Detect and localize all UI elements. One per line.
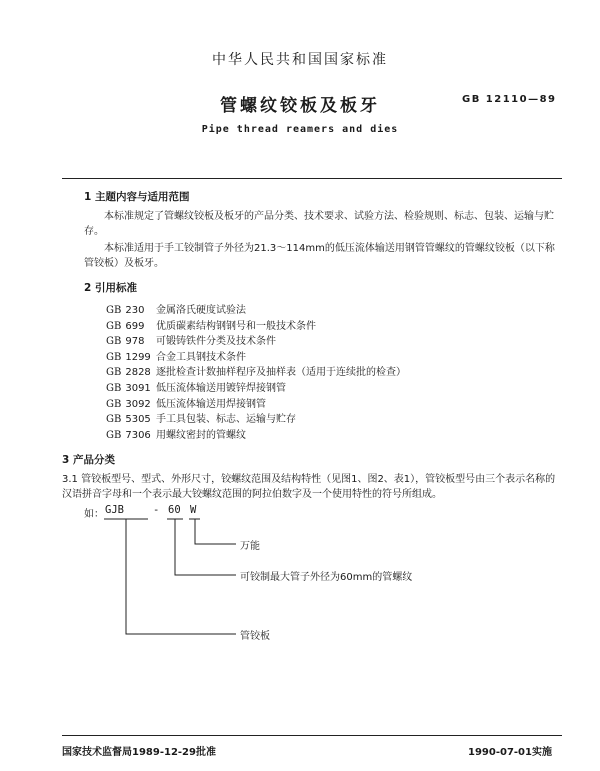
reference-prefix: GB	[106, 429, 122, 441]
code-suffix: W	[190, 504, 197, 516]
reference-number: 5305	[125, 414, 151, 426]
standard-number: GB 12110—89	[462, 94, 557, 105]
reference-number: 1299	[125, 351, 151, 363]
code-number: 60	[168, 504, 181, 516]
approval-info: 国家技术监督局1989-12-29批准	[62, 747, 216, 758]
section-2-heading: 2 引用标准	[84, 282, 137, 294]
reference-title: 可锻铸铁件分类及技术条件	[156, 336, 276, 348]
code-letters: GJB	[105, 504, 124, 516]
label-pipe-die-stock: 管铰板	[240, 631, 270, 642]
reference-prefix: GB	[106, 336, 122, 348]
reference-number: 230	[125, 305, 145, 316]
reference-number: 7306	[125, 429, 151, 441]
suffix-leader-line	[195, 519, 236, 544]
section-1-heading: 1 主题内容与适用范围	[84, 191, 190, 203]
reference-prefix: GB	[106, 320, 122, 332]
reference-title: 用螺纹密封的管螺纹	[156, 429, 246, 441]
section-3-heading: 3 产品分类	[62, 454, 115, 466]
section-3-paragraph-1: 3.1 管铰板型号、型式、外形尺寸，铰螺纹范围及结构特性（见图1、图2、表1），管铰板型号由三个表示名称的汉语拼音字母和一个表示最大铰螺纹范围的阿拉伯数字及一个使用特性的符号所组成。	[62, 474, 556, 500]
reference-prefix: GB	[106, 305, 122, 316]
reference-title: 低压流体输送用镀锌焊接钢管	[156, 382, 286, 394]
reference-number: 699	[125, 320, 145, 332]
national-standard-label: 中华人民共和国国家标准	[212, 52, 388, 68]
label-universal: 万能	[240, 541, 260, 552]
reference-title: 优质碳素结构钢钢号和一般技术条件	[156, 320, 316, 332]
reference-title: 合金工具钢技术条件	[156, 351, 246, 363]
reference-title: 手工具包装、标志、运输与贮存	[156, 414, 296, 426]
number-leader-line	[175, 519, 236, 575]
reference-title: 低压流体输送用焊接钢管	[156, 398, 266, 410]
reference-title: 金属洛氏硬度试验法	[156, 305, 246, 316]
letters-leader-line	[126, 519, 236, 634]
reference-prefix: GB	[106, 351, 122, 363]
reference-prefix: GB	[106, 414, 122, 426]
reference-number: 978	[125, 336, 145, 348]
code-dash: -	[153, 504, 160, 516]
reference-prefix: GB	[106, 367, 122, 379]
reference-number: 3092	[125, 398, 151, 410]
section-1-paragraph-2: 本标准适用于手工铰制管子外径为21.3～114mm的低压流体输送用钢管管螺纹的管螺纹铰板（以下称管铰板）及板牙。	[84, 243, 555, 269]
example-prefix: 如：	[84, 509, 104, 520]
reference-number: 2828	[125, 367, 151, 379]
reference-prefix: GB	[106, 382, 122, 394]
reference-number: 3091	[125, 382, 151, 394]
effective-date: 1990-07-01实施	[468, 747, 552, 758]
document-title-zh: 管螺纹铰板及板牙	[220, 96, 380, 116]
label-max-diameter: 可铰制最大管子外径为60mm的管螺纹	[240, 572, 413, 583]
reference-title: 逐批检查计数抽样程序及抽样表（适用于连续批的检查）	[156, 367, 406, 379]
document-title-en: Pipe thread reamers and dies	[201, 124, 399, 135]
footer-divider	[62, 735, 562, 736]
reference-prefix: GB	[106, 398, 122, 410]
section-1-paragraph-1: 本标准规定了管螺纹铰板及板牙的产品分类、技术要求、试验方法、检验规则、标志、包装、运输与贮存。	[84, 211, 554, 237]
